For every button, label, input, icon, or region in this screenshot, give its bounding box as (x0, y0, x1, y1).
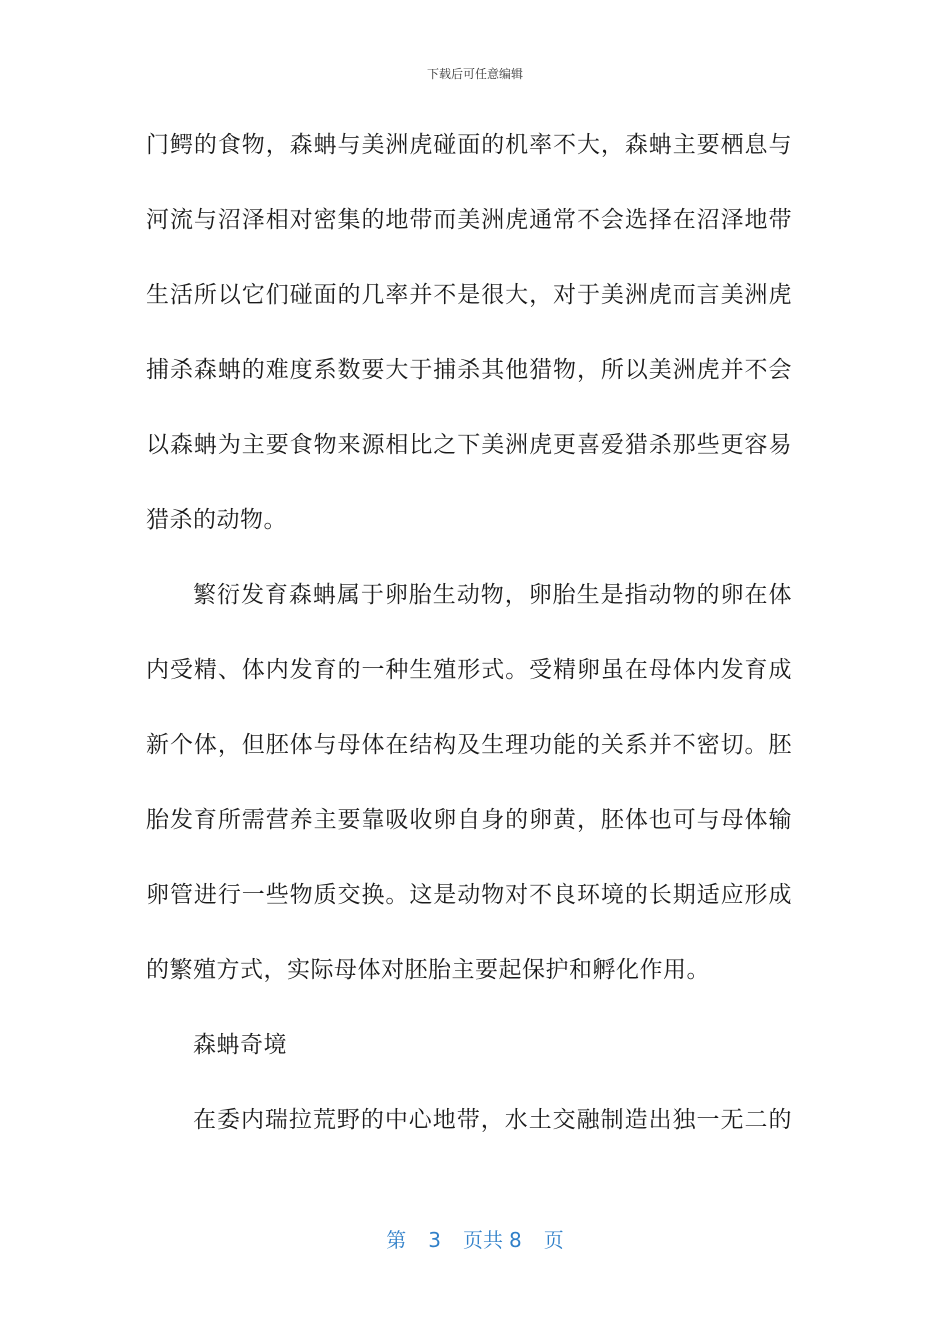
footer-prefix: 第 (386, 1228, 407, 1252)
text-line: 门鳄的食物，森蚺与美洲虎碰面的机率不大，森蚺主要栖息与 (146, 132, 792, 158)
text-line: 森蚺奇境 (193, 1032, 287, 1058)
text-line: 卵管进行一些物质交换。这是动物对不良环境的长期适应形成 (146, 882, 792, 908)
text-line: 以森蚺为主要食物来源相比之下美洲虎更喜爱猎杀那些更容易 (146, 432, 792, 458)
text-line: 的繁殖方式，实际母体对胚胎主要起保护和孵化作用。 (146, 957, 710, 983)
text-line: 内受精、体内发育的一种生殖形式。受精卵虽在母体内发育成 (146, 657, 792, 683)
text-line: 胎发育所需营养主要靠吸收卵自身的卵黄，胚体也可与母体输 (146, 807, 792, 833)
text-line: 新个体，但胚体与母体在结构及生理功能的关系并不密切。胚 (146, 732, 792, 758)
header-text: 下载后可任意编辑 (426, 67, 523, 81)
text-line: 在委内瑞拉荒野的中心地带，水土交融制造出独一无二的 (193, 1107, 792, 1133)
page-footer (0, 1226, 950, 1254)
footer-middle: 页共 (463, 1228, 503, 1252)
text-line: 生活所以它们碰面的几率并不是很大，对于美洲虎而言美洲虎 (146, 282, 792, 308)
text-line: 河流与沼泽相对密集的地带而美洲虎通常不会选择在沼泽地带 (146, 207, 792, 233)
footer-total-pages: 8 (509, 1228, 522, 1252)
footer-current-page: 3 (428, 1228, 441, 1252)
text-line: 猎杀的动物。 (146, 507, 287, 533)
text-line: 繁衍发育森蚺属于卵胎生动物，卵胎生是指动物的卵在体 (193, 582, 792, 608)
footer-suffix: 页 (543, 1228, 564, 1252)
text-line: 捕杀森蚺的难度系数要大于捕杀其他猎物，所以美洲虎并不会 (146, 357, 792, 383)
